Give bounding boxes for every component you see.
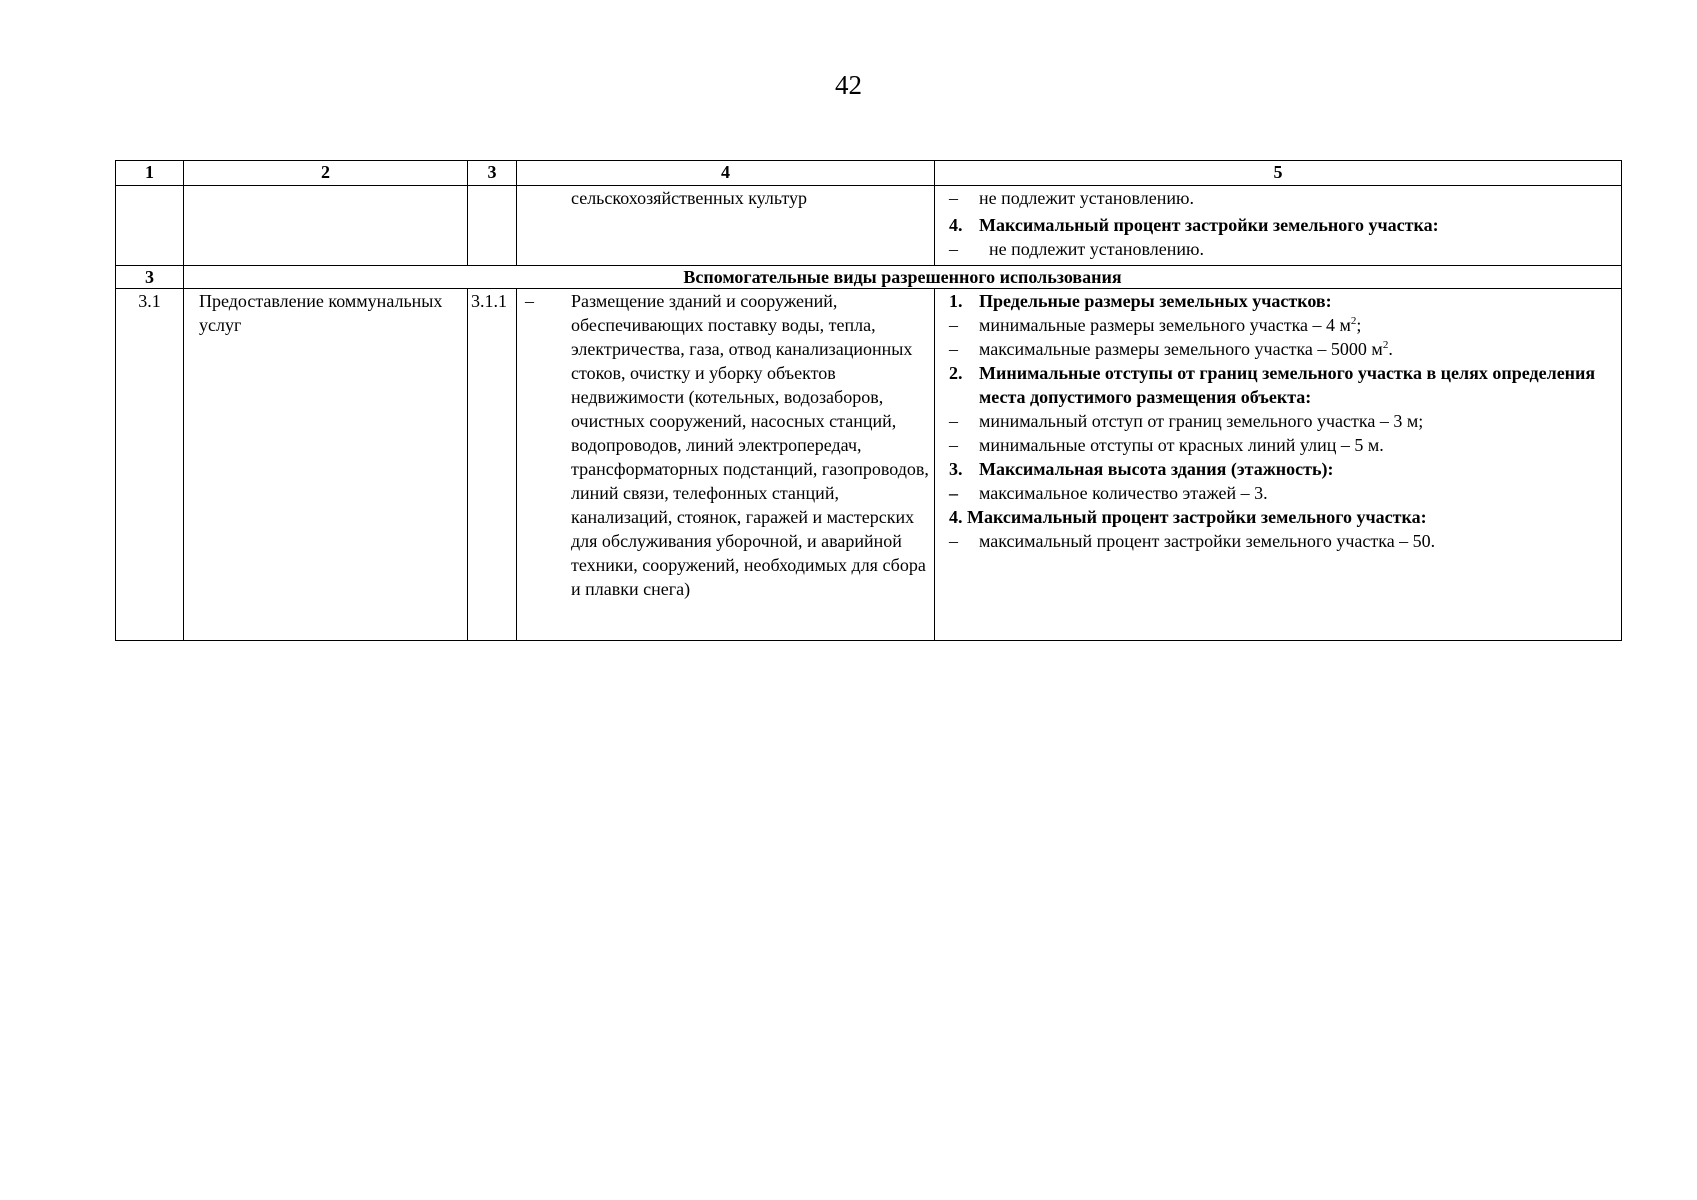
param-line-4 [949, 433, 1615, 457]
param-line-4-text: минимальные отступы от красных линий улиц – 5 м. [979, 435, 1384, 455]
dash-marker: – [949, 531, 958, 551]
continuation-line-3-text: не подлежит установлению. [989, 239, 1204, 259]
section-row [116, 266, 1622, 289]
row-number: 3.1 [116, 289, 184, 641]
param-heading-1 [949, 289, 1615, 313]
continuation-cell-2 [184, 186, 468, 266]
table-row [116, 289, 1622, 641]
continuation-line-3 [949, 237, 1615, 261]
row-description [525, 289, 930, 601]
continuation-cell-5 [935, 186, 1622, 266]
param-line-3-text: минимальный отступ от границ земельного участка – 3 м; [979, 411, 1424, 431]
dash-marker: – [949, 339, 958, 359]
continuation-line-2-text: Максимальный процент застройки земельного участка: [979, 215, 1439, 235]
param-line-2-content [979, 337, 1615, 361]
param-heading-2-text: Минимальные отступы от границ земельного участка в целях определения места допустимого размещения объекта: [979, 363, 1596, 407]
row-description-text: Размещение зданий и сооружений, обеспечивающих поставку воды, тепла, электричества, газа, отвод канализационных стоков, очистку и уборку объектов недвижимости (котельных, водозаборов, очистных сооружений, насосных станций, водопроводов, линий электропередач, трансформаторных подстанций, газопроводов, линий связи, телефонных станций, канализаций, стоянок, гаражей и мастерских для обслуживания уборочной, и аварийной техники, сооружений, необходимых для сбора и плавки снега) [571, 291, 929, 599]
param-heading-4: 4. Максимальный процент застройки земельного участка: [949, 507, 1427, 527]
continuation-cell-4 [517, 186, 935, 266]
dash-marker: – [525, 291, 534, 311]
continuation-col4-text: сельскохозяйственных культур [571, 188, 808, 208]
dash-marker: – [949, 315, 958, 335]
dash-marker: – [949, 435, 958, 455]
param-line-6 [949, 529, 1615, 553]
dash-marker: – [949, 411, 958, 431]
dash-marker: – [949, 188, 958, 208]
param-line-6-text: максимальный процент застройки земельного участка – 50. [979, 531, 1436, 551]
number-marker: 1. [949, 291, 963, 311]
number-marker: 4. [949, 215, 963, 235]
header-col-2: 2 [184, 161, 468, 186]
table-header-row [116, 161, 1622, 186]
row-name: Предоставление коммунальных услуг [184, 289, 468, 641]
header-col-4: 4 [517, 161, 935, 186]
number-marker: 3. [949, 459, 963, 479]
row-parameters-cell [935, 289, 1622, 641]
param-line-5-text: максимальное количество этажей – 3. [979, 483, 1268, 503]
param-line-1-content [979, 313, 1615, 337]
header-col-3: 3 [468, 161, 517, 186]
row-description-cell [517, 289, 935, 641]
param-line-2-tail: . [1388, 339, 1393, 359]
dash-marker: – [949, 239, 958, 259]
superscript: 2 [1350, 315, 1357, 327]
section-number: 3 [116, 266, 184, 289]
param-heading-3 [949, 457, 1615, 481]
continuation-row [116, 186, 1622, 266]
section-title: Вспомогательные виды разрешенного использования [184, 266, 1622, 289]
superscript: 2 [1382, 339, 1389, 351]
header-col-1: 1 [116, 161, 184, 186]
continuation-cell-1 [116, 186, 184, 266]
param-line-2 [949, 337, 1615, 361]
param-line-3 [949, 409, 1615, 433]
param-heading-1-text: Предельные размеры земельных участков: [979, 291, 1332, 311]
param-heading-2 [949, 361, 1615, 409]
continuation-cell-3 [468, 186, 517, 266]
param-line-1-tail: ; [1356, 315, 1362, 335]
page-number: 42 [835, 70, 862, 100]
param-line-5 [949, 481, 1615, 505]
continuation-line-2 [949, 213, 1615, 237]
param-heading-3-text: Максимальная высота здания (этажность): [979, 459, 1334, 479]
param-line-1 [949, 313, 1615, 337]
header-col-5: 5 [935, 161, 1622, 186]
continuation-line-1 [949, 186, 1615, 210]
param-line-1-text: минимальные размеры земельного участка – 4 м [979, 315, 1351, 335]
number-marker: 2. [949, 363, 963, 383]
land-use-table [115, 160, 1622, 641]
param-line-2-text: максимальные размеры земельного участка – 5000 м [979, 339, 1383, 359]
row-code: 3.1.1 [468, 289, 517, 641]
continuation-line-1-text: не подлежит установлению. [979, 188, 1194, 208]
dash-marker: – [949, 483, 958, 503]
